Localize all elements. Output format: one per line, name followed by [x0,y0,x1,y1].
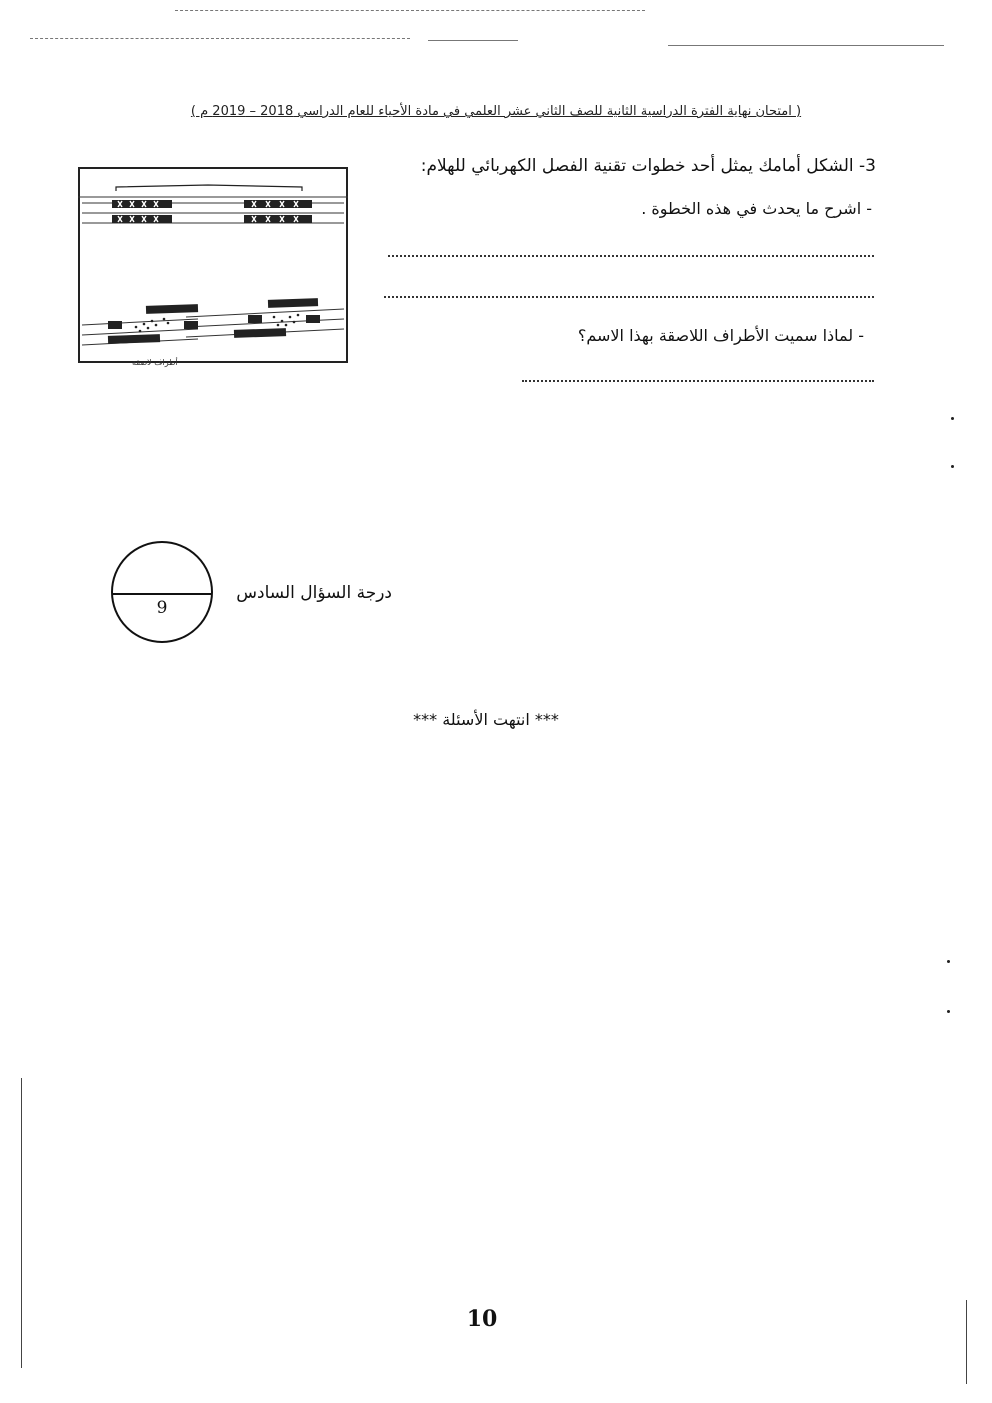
scan-artifact-top [175,10,645,11]
score-label: درجة السؤال السادس [236,583,392,603]
scan-artifact-top [30,38,410,39]
answer-line[interactable] [388,255,874,257]
scan-margin-right [966,1300,967,1384]
gel-electrophoresis-figure [78,167,348,363]
question-3-part-2: - لماذا سميت الأطراف اللاصقة بهذا الاسم؟ [577,326,864,345]
answer-line[interactable] [384,296,874,298]
scan-artifact-top [428,40,518,41]
scan-artifact-top [668,45,944,46]
answer-line[interactable] [522,380,874,382]
scan-margin-left [21,1078,22,1368]
end-of-questions: *** انتهت الأسئلة *** [413,710,559,729]
scan-speck [947,960,950,963]
question-3-prompt: 3- الشكل أمامك يمثل أحد خطوات تقنية الفصل الكهربائي للهلام: [420,156,876,176]
scan-speck [951,465,954,468]
figure-caption: أطراف لاصقة [132,358,178,367]
scan-speck [947,1010,950,1013]
scan-speck [951,417,954,420]
score-circle [110,540,214,644]
question-3-part-1: - اشرح ما يحدث في هذه الخطوة . [641,199,872,218]
exam-header: ( امتحان نهاية الفترة الدراسية الثانية للصف الثاني عشر العلمي في مادة الأحياء للعام الدراسي 2018 – 2019 م ) [190,104,802,119]
page-number: 10 [466,1306,498,1332]
score-value: 9 [156,598,168,618]
